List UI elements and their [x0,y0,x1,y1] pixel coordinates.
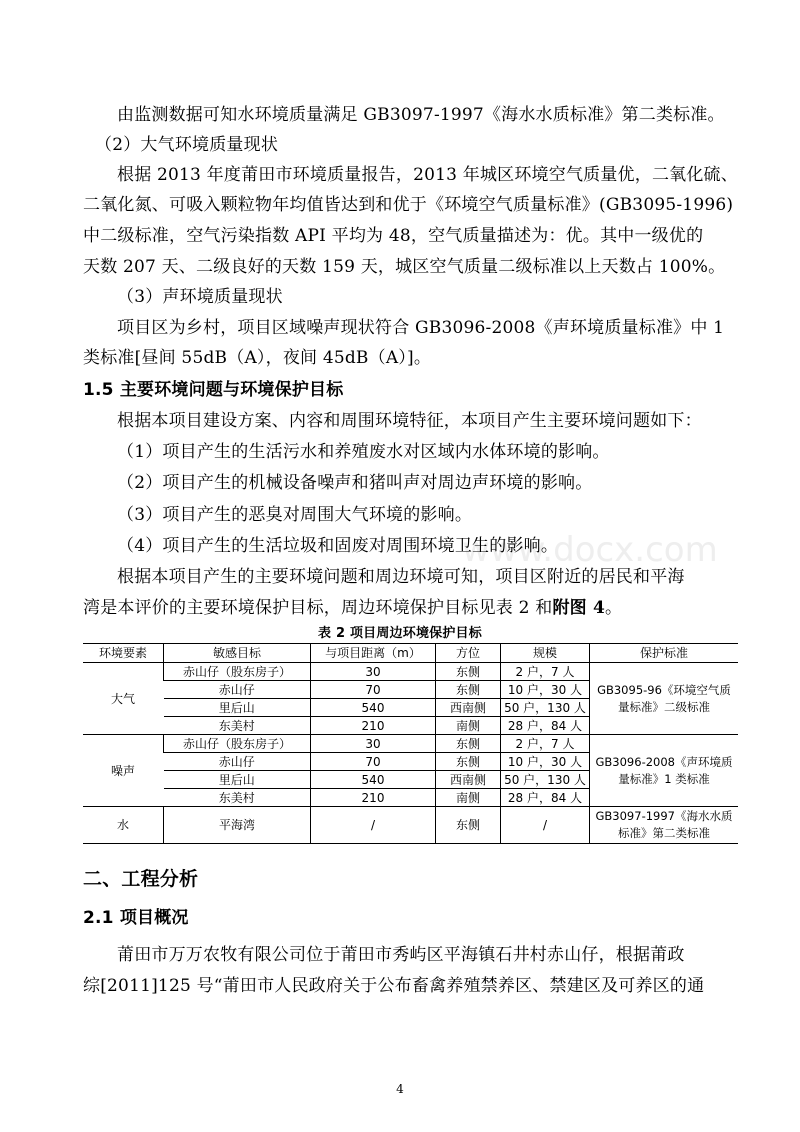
column-header: 保护标准 [590,644,739,663]
paragraph-water-quality: 由监测数据可知水环境质量满足 GB3097-1997《海水水质标准》第二类标准。 [117,105,725,125]
distance-cell: 540 [311,699,436,717]
standard-line: 量标准》1 类标准 [618,771,710,786]
paragraph-noise-line-2: 类标准[昼间 55dB（A），夜间 45dB（A）]。 [83,348,432,368]
scale-cell: 10 户，30 人 [501,681,590,699]
direction-cell: 东侧 [436,681,501,699]
scale-cell: 50 户，130 人 [501,771,590,789]
paragraph-air-line-4: 天数 207 天、二级良好的天数 159 天，城区空气质量二级标准以上天数占 100%。 [83,257,726,277]
protection-targets-table [83,643,738,844]
target-cell: 东美村 [164,789,311,807]
scale-cell: / [501,807,590,844]
paragraph-overview-line-2: 综[2011]125 号“莆田市人民政府关于公布畜禽养殖禁养区、禁建区及可养区的通 [83,976,705,996]
standard-cell [590,663,739,735]
direction-cell: 东侧 [436,663,501,681]
paragraph-overview-line-1: 莆田市万万农牧有限公司位于莆田市秀屿区平海镇石井村赤山仔，根据莆政 [117,945,685,965]
paragraph-targets-line-1: 根据本项目产生的主要环境问题和周边环境可知，项目区附近的居民和平海 [117,567,685,587]
chapter-heading: 二、工程分析 [83,868,199,890]
paragraph-air-line-1: 根据 2013 年度莆田市环境质量报告，2013 年城区环境空气质量优，二氧化硫、 [117,165,738,185]
env-element-cell: 水 [83,807,164,844]
target-cell: 赤山仔 [164,753,311,771]
targets-text: 湾是本评价的主要环境保护目标，周边环境保护目标见表 2 和 [83,598,553,618]
distance-cell: 540 [311,771,436,789]
direction-cell: 西南侧 [436,771,501,789]
direction-cell: 南侧 [436,717,501,735]
distance-cell: 70 [311,753,436,771]
target-cell: 里后山 [164,699,311,717]
env-element-cell: 噪声 [83,735,164,807]
section-heading-1-5: 1.5 主要环境问题与环境保护目标 [83,380,344,400]
column-header: 敏感目标 [164,644,311,663]
paragraph-problems-intro: 根据本项目建设方案、内容和周围环境特征，本项目产生主要环境问题如下： [117,411,702,431]
paragraph-air-line-3: 中二级标准，空气污染指数 API 平均为 48，空气质量描述为：优。其中一级优的 [83,226,704,246]
list-item: （3）项目产生的恶臭对周围大气环境的影响。 [117,505,473,525]
standard-cell [590,735,739,807]
target-cell: 里后山 [164,771,311,789]
section-heading-2-1: 2.1 项目概况 [83,908,189,928]
env-element-cell: 大气 [83,663,164,735]
target-cell: 赤山仔 [164,681,311,699]
direction-cell: 东侧 [436,735,501,753]
table-row [83,735,738,753]
direction-cell: 东侧 [436,807,501,844]
distance-cell: / [311,807,436,844]
distance-cell: 210 [311,789,436,807]
scale-cell: 2 户，7 人 [501,663,590,681]
table-header-row [83,644,738,663]
column-header: 与项目距离（m） [311,644,436,663]
paragraph-targets-line-2 [83,597,622,619]
standard-line: 量标准》二级标准 [618,699,710,714]
scale-cell: 2 户，7 人 [501,735,590,753]
table-caption: 表 2 项目周边环境保护目标 [318,626,482,641]
target-cell: 东美村 [164,717,311,735]
table-row [83,663,738,681]
table-row [83,807,738,844]
scale-cell: 10 户，30 人 [501,753,590,771]
targets-text-end: 。 [605,598,623,618]
standard-cell [590,807,739,844]
list-item: （1）项目产生的生活污水和养殖废水对区域内水体环境的影响。 [117,442,610,462]
distance-cell: 210 [311,717,436,735]
standard-line: GB3095-96《环境空气质 [597,682,731,697]
subsection-noise-title: （3）声环境质量现状 [117,287,283,307]
scale-cell: 28 户，84 人 [501,789,590,807]
direction-cell: 西南侧 [436,699,501,717]
standard-line: GB3096-2008《声环境质 [595,754,733,769]
distance-cell: 70 [311,681,436,699]
paragraph-noise-line-1: 项目区为乡村，项目区域噪声现状符合 GB3096-2008《声环境质量标准》中 1 [117,318,725,338]
subsection-air-title: （2）大气环境质量现状 [95,135,279,155]
column-header: 规模 [501,644,590,663]
distance-cell: 30 [311,663,436,681]
distance-cell: 30 [311,735,436,753]
list-item: （2）项目产生的机械设备噪声和猪叫声对周边声环境的影响。 [117,473,593,493]
target-cell: 赤山仔（股东房子） [164,663,311,681]
direction-cell: 东侧 [436,753,501,771]
target-cell: 赤山仔（股东房子） [164,735,311,753]
scale-cell: 28 户，84 人 [501,717,590,735]
scale-cell: 50 户，130 人 [501,699,590,717]
page-number: 4 [396,1082,404,1096]
column-header: 环境要素 [83,644,164,663]
list-item: （4）项目产生的生活垃圾和固废对周围环境卫生的影响。 [117,536,559,556]
standard-line: GB3097-1997《海水水质 [595,809,733,823]
paragraph-air-line-2: 二氧化氮、可吸入颗粒物年均值皆达到和优于《环境空气质量标准》(GB3095-1996) [83,195,734,215]
target-cell: 平海湾 [164,807,311,844]
figure-reference: 附图 4 [552,598,605,618]
column-header: 方位 [436,644,501,663]
standard-line: 标准》第二类标准 [618,826,710,840]
direction-cell: 南侧 [436,789,501,807]
watermark: www.docx.com [462,530,718,570]
